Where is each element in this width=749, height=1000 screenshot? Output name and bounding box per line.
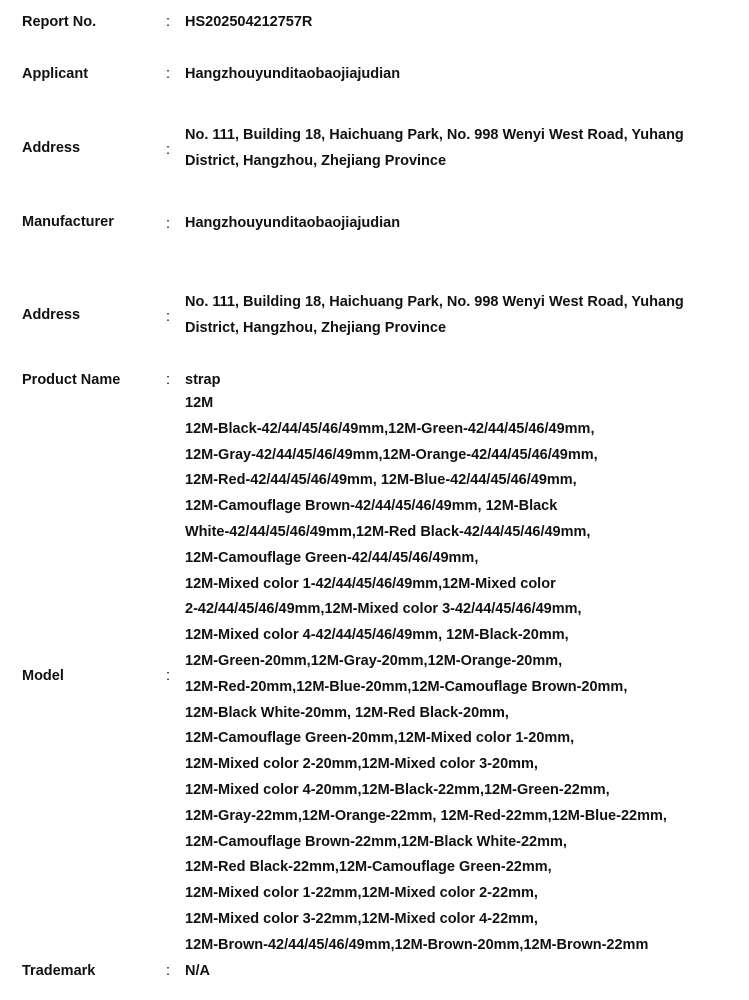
model-line: 12M-Gray-22mm,12M-Orange-22mm, 12M-Red-22mm,12M-Blue-22mm, bbox=[185, 807, 667, 824]
manufacturer-value: Hangzhouyunditaobaojiajudian bbox=[185, 215, 401, 231]
model-line: White-42/44/45/46/49mm,12M-Red Black-42/44/45/46/49mm, bbox=[185, 523, 591, 540]
model-line: 12M-Red Black-22mm,12M-Camouflage Green-22mm, bbox=[185, 859, 552, 876]
model-line: 12M-Mixed color 4-42/44/45/46/49mm, 12M-Black-20mm, bbox=[185, 627, 569, 644]
trademark-value: N/A bbox=[185, 963, 210, 979]
model-label: Model bbox=[22, 668, 64, 684]
colon: : bbox=[166, 372, 171, 388]
model-line: 12M-Brown-42/44/45/46/49mm,12M-Brown-20mm,12M-Brown-22mm bbox=[185, 936, 649, 953]
model-list bbox=[185, 391, 667, 959]
model-line: 12M-Black-42/44/45/46/49mm,12M-Green-42/44/45/46/49mm, bbox=[185, 420, 595, 437]
model-line: 12M-Mixed color 3-22mm,12M-Mixed color 4-22mm, bbox=[185, 910, 538, 927]
model-line: 12M-Red-20mm,12M-Blue-20mm,12M-Camouflage Brown-20mm, bbox=[185, 678, 628, 695]
colon: : bbox=[166, 66, 171, 82]
model-line: 12M-Mixed color 4-20mm,12M-Black-22mm,12M-Green-22mm, bbox=[185, 781, 610, 798]
product-name-label: Product Name bbox=[22, 372, 121, 388]
colon: : bbox=[166, 309, 171, 325]
model-line: 12M-Mixed color 1-42/44/45/46/49mm,12M-Mixed color bbox=[185, 575, 556, 592]
applicant-address-value: No. 111, Building 18, Haichuang Park, No. 998 Wenyi West Road, Yuhang District, Hangzhou, Zhejiang Province bbox=[185, 127, 684, 169]
model-line: 12M-Camouflage Green-42/44/45/46/49mm, bbox=[185, 549, 479, 566]
colon: : bbox=[166, 14, 171, 30]
model-line: 12M bbox=[185, 395, 214, 411]
manufacturer-label: Manufacturer bbox=[22, 214, 114, 230]
model-line: 12M-Gray-42/44/45/46/49mm,12M-Orange-42/44/45/46/49mm, bbox=[185, 446, 598, 463]
model-line: 12M-Black White-20mm, 12M-Red Black-20mm, bbox=[185, 704, 509, 721]
colon: : bbox=[166, 668, 171, 684]
colon: : bbox=[166, 216, 171, 232]
address-label: Address bbox=[22, 140, 81, 156]
applicant-label: Applicant bbox=[22, 66, 89, 82]
manufacturer-address-value: No. 111, Building 18, Haichuang Park, No. 998 Wenyi West Road, Yuhang District, Hangzhou, Zhejiang Province bbox=[185, 294, 684, 336]
product-name-value: strap bbox=[185, 372, 221, 388]
model-line: 12M-Mixed color 1-22mm,12M-Mixed color 2-22mm, bbox=[185, 885, 538, 902]
colon: : bbox=[166, 142, 171, 158]
model-line: 12M-Camouflage Brown-42/44/45/46/49mm, 12M-Black bbox=[185, 498, 558, 515]
model-line: 12M-Red-42/44/45/46/49mm, 12M-Blue-42/44/45/46/49mm, bbox=[185, 472, 577, 489]
address-label: Address bbox=[22, 307, 81, 323]
trademark-label: Trademark bbox=[22, 963, 96, 979]
model-line: 12M-Camouflage Brown-22mm,12M-Black White-22mm, bbox=[185, 833, 567, 850]
model-line: 2-42/44/45/46/49mm,12M-Mixed color 3-42/44/45/46/49mm, bbox=[185, 601, 582, 618]
report-no-value: HS202504212757R bbox=[185, 14, 313, 30]
report-no-label: Report No. bbox=[22, 14, 97, 30]
model-line: 12M-Green-20mm,12M-Gray-20mm,12M-Orange-20mm, bbox=[185, 652, 563, 669]
model-line: 12M-Mixed color 2-20mm,12M-Mixed color 3-20mm, bbox=[185, 756, 538, 773]
applicant-value: Hangzhouyunditaobaojiajudian bbox=[185, 66, 401, 82]
model-line: 12M-Camouflage Green-20mm,12M-Mixed color 1-20mm, bbox=[185, 730, 575, 747]
colon: : bbox=[166, 963, 171, 979]
